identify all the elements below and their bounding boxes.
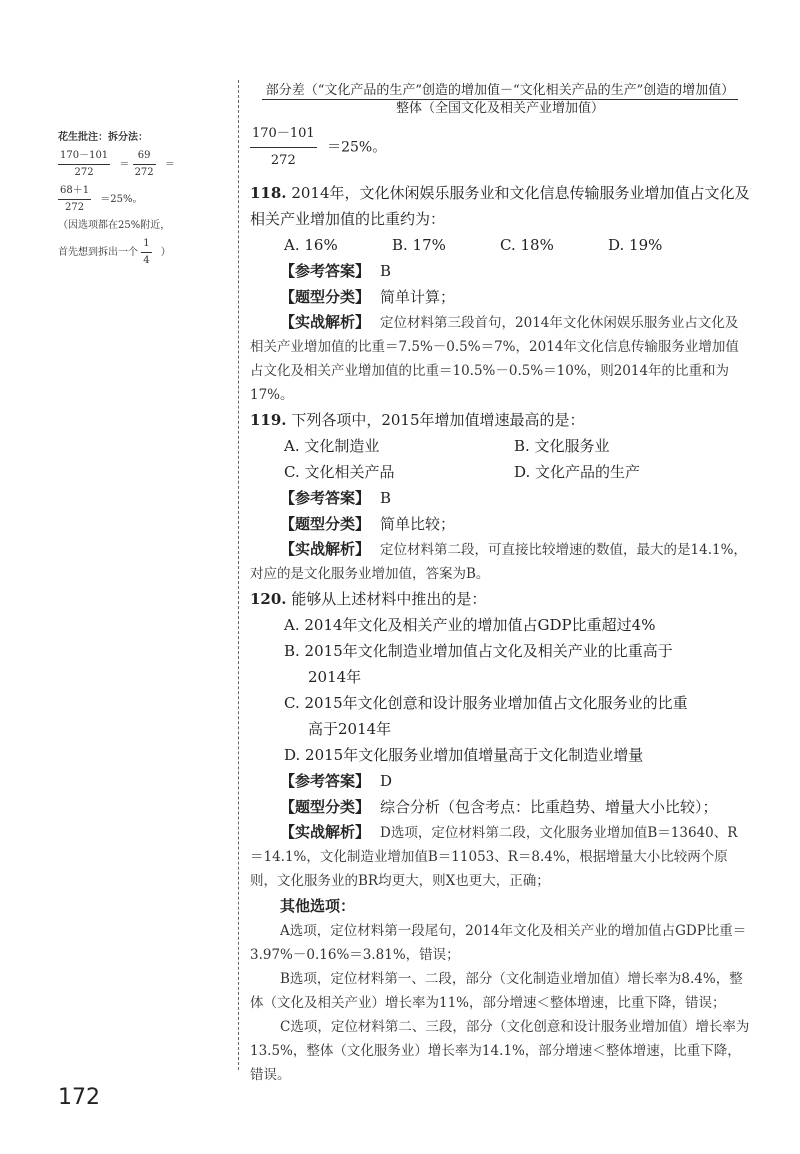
answer-119: 【参考答案】 B (280, 489, 392, 507)
type-118: 【题型分类】 简单计算； (280, 288, 456, 306)
other-options-heading: 其他选项： (280, 897, 356, 915)
annotation-hint-2: 首先想到拆出一个 $\frac{1}{4}$ ） (58, 236, 228, 269)
annotation-row-1: $\frac{170-101}{272}$ ＝ $\frac{69}{272}$ ＝ (58, 148, 228, 181)
question-text: 下列各项中，2015年增加值增速最高的是： (291, 411, 585, 429)
formula-fraction (250, 82, 750, 117)
option-a: A. 16% (284, 236, 338, 254)
other-option-b: B选项，定位材料第一、二段，部分（文化制造业增加值）增长率为8.4%，整体（文化及相关产业）增长率为11%，部分增速＜整体增速，比重下降，错误； (250, 971, 743, 1011)
formula-numerator: 部分差（“文化产品的生产”创造的增加值－“文化相关产品的生产”创造的增加值） (262, 82, 739, 100)
margin-divider (238, 80, 245, 1070)
analysis-119: 【实战解析】 定位材料第二段，可直接比较增速的数值，最大的是14.1%，对应的是文化服务业增加值，答案为B。 (250, 540, 747, 582)
page-number: 172 (58, 1085, 100, 1110)
margin-annotation (58, 130, 228, 271)
type-120: 【题型分类】 综合分析（包含考点：比重趋势、增量大小比较）； (280, 798, 718, 816)
option-a: A. 文化制造业 (284, 437, 380, 455)
question-118: 118. 2014年，文化休闲娱乐服务业和文化信息传输服务业增加值占文化及相关产业增加值的比重约为： (250, 184, 750, 228)
annotation-fraction-3: $\frac{68+1}{272}$ (60, 185, 90, 213)
annotation-fraction-quarter: $\frac{1}{4}$ (143, 238, 150, 266)
other-option-a: A选项，定位材料第一段尾句，2014年文化及相关产业的增加值占GDP比重＝3.97%－0.16%＝3.81%，错误； (250, 923, 747, 963)
analysis-118: 【实战解析】 定位材料第三段首句，2014年文化休闲娱乐服务业占文化及相关产业增加值的比重＝7.5%－0.5%＝7%，2014年文化信息传输服务业增加值占文化及相关产业增加值的比重＝10.5%－0.5%＝10%，则2014年的比重和为17%。 (250, 313, 739, 403)
options-118 (250, 232, 750, 258)
option-b: B. 2015年文化制造业增加值占文化及相关产业的比重高于 (284, 642, 673, 660)
option-c: C. 2015年文化创意和设计服务业增加值占文化服务业的比重 (284, 694, 688, 712)
option-d: D. 2015年文化服务业增加值增量高于文化制造业增量 (284, 746, 644, 764)
option-d: D. 文化产品的生产 (514, 463, 641, 481)
option-b: B. 文化服务业 (514, 437, 610, 455)
other-option-c: C选项，定位材料第二、三段，部分（文化创意和设计服务业增加值）增长率为13.5%，整体（文化服务业）增长率为14.1%，部分增速＜整体增速，比重下降，错误。 (250, 1019, 750, 1083)
annotation-fraction-1: $\frac{170-101}{272}$ (60, 150, 109, 178)
options-119 (250, 433, 750, 485)
option-c: C. 18% (500, 236, 554, 254)
option-b-continued: 2014年 (308, 668, 362, 686)
option-d: D. 19% (608, 236, 663, 254)
option-c-continued: 高于2014年 (308, 720, 392, 738)
annotation-row-2: $\frac{68+1}{272}$ ＝25%。 (58, 183, 228, 216)
option-c: C. 文化相关产品 (284, 463, 395, 481)
question-120: 120. 能够从上述材料中推出的是： (250, 590, 487, 608)
question-119: 119. 下列各项中，2015年增加值增速最高的是： (250, 411, 585, 429)
annotation-fraction-2: $\frac{69}{272}$ (134, 150, 154, 178)
question-text: 2014年，文化休闲娱乐服务业和文化信息传输服务业增加值占文化及相关产业增加值的比重约为： (250, 184, 750, 228)
formula-denominator: 整体（全国文化及相关产业增加值） (395, 101, 604, 116)
answer-118: 【参考答案】 B (280, 262, 392, 280)
option-a: A. 2014年文化及相关产业的增加值占GDP比重超过4% (284, 616, 656, 634)
main-content (250, 82, 750, 1087)
annotation-title: 花生批注：拆分法： (58, 132, 148, 143)
answer-120: 【参考答案】 D (280, 772, 393, 790)
analysis-120: 【实战解析】 D选项，定位材料第二段，文化服务业增加值B＝13640、R＝14.1%，文化制造业增加值B＝11053、R＝8.4%，根据增量大小比较两个原则，文化服务业的BR均更大，则X也更大，正确； (250, 823, 738, 889)
annotation-hint-1: （因选项都在25%附近， (58, 220, 171, 231)
calculation-line: $\frac{170-101}{272}$ ＝25%。 (250, 121, 750, 174)
type-119: 【题型分类】 简单比较； (280, 515, 456, 533)
question-text: 能够从上述材料中推出的是： (291, 590, 487, 608)
option-b: B. 17% (392, 236, 446, 254)
